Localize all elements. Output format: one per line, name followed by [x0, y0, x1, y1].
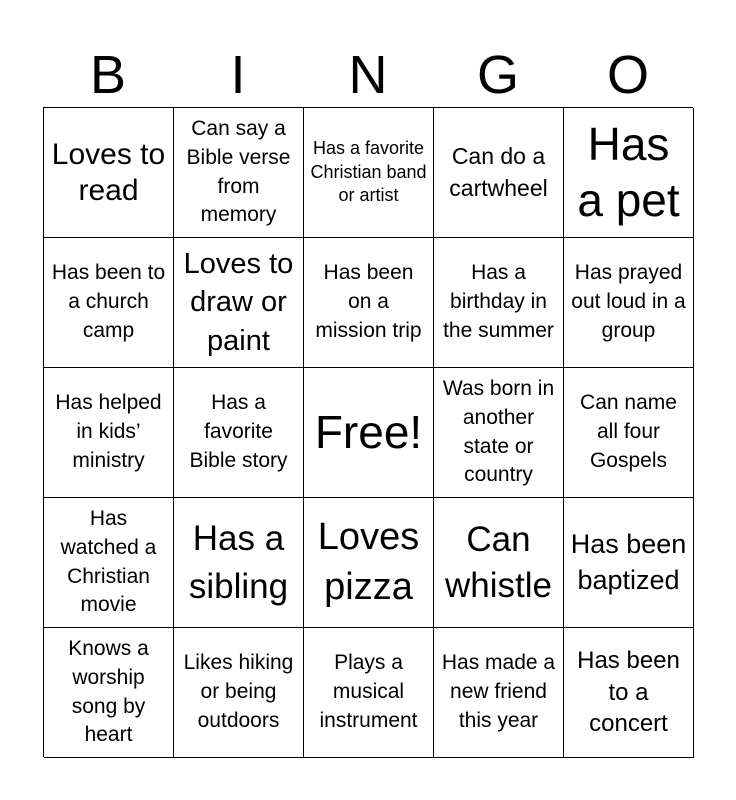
cell-text: Has prayed out loud in a group — [571, 261, 686, 342]
bingo-cell[interactable] — [434, 108, 564, 238]
cell-text: Has been to a church camp — [51, 261, 166, 342]
bingo-cell[interactable] — [304, 108, 434, 238]
bingo-header — [43, 44, 693, 106]
free-space-text: Free! — [314, 405, 423, 458]
cell-text: Plays a musical instrument — [319, 651, 418, 732]
cell-text: Has a birthday in the summer — [443, 261, 554, 342]
bingo-cell[interactable] — [174, 368, 304, 498]
cell-text: Has been on a mission trip — [315, 261, 422, 342]
cell-text: Has been to a concert — [577, 646, 680, 738]
bingo-cell[interactable] — [434, 368, 564, 498]
header-letter-i: I — [230, 45, 246, 105]
header-letter-g: G — [476, 45, 519, 105]
bingo-cell[interactable] — [44, 368, 174, 498]
free-space-cell[interactable] — [304, 368, 434, 498]
bingo-cell[interactable] — [174, 498, 304, 628]
bingo-cell[interactable] — [304, 238, 434, 368]
header-letter-n: N — [348, 45, 388, 105]
bingo-cell[interactable] — [564, 368, 694, 498]
cell-text: Has a sibling — [188, 519, 289, 606]
bingo-cell[interactable] — [564, 628, 694, 758]
cell-text: Likes hiking or being outdoors — [183, 651, 294, 732]
cell-text: Loves pizza — [317, 516, 420, 608]
cell-text: Was born in another state or country — [442, 376, 555, 487]
bingo-cell[interactable] — [44, 628, 174, 758]
cell-text: Has helped in kids’ ministry — [55, 391, 162, 472]
bingo-cell[interactable] — [174, 628, 304, 758]
cell-text: Has a pet — [577, 118, 680, 226]
cell-text: Loves to draw or paint — [183, 248, 294, 357]
cell-text: Has made a new friend this year — [441, 651, 556, 732]
header-letter-o: O — [606, 45, 649, 105]
cell-text: Has a favorite Bible story — [189, 391, 288, 472]
bingo-cell[interactable] — [174, 238, 304, 368]
bingo-cell[interactable] — [44, 238, 174, 368]
cell-text: Loves to read — [51, 137, 166, 207]
cell-text: Has a favorite Christian band or artist — [310, 137, 427, 206]
cell-text: Can name all four Gospels — [580, 391, 677, 472]
bingo-cell[interactable] — [434, 628, 564, 758]
cell-text: Can do a cartwheel — [449, 143, 548, 201]
cell-text: Has watched a Christian movie — [60, 506, 157, 617]
bingo-cell[interactable] — [564, 238, 694, 368]
bingo-cell[interactable] — [304, 498, 434, 628]
cell-text: Knows a worship song by heart — [68, 636, 149, 747]
bingo-cell[interactable] — [564, 108, 694, 238]
cell-text: Has been baptized — [570, 528, 687, 595]
bingo-grid — [43, 107, 693, 757]
bingo-cell[interactable] — [564, 498, 694, 628]
bingo-cell[interactable] — [44, 498, 174, 628]
bingo-cell[interactable] — [434, 238, 564, 368]
cell-text: Can say a Bible verse from memory — [186, 116, 291, 227]
bingo-cell[interactable] — [304, 628, 434, 758]
bingo-cell[interactable] — [174, 108, 304, 238]
bingo-cell[interactable] — [44, 108, 174, 238]
bingo-cell[interactable] — [434, 498, 564, 628]
header-letter-b: B — [89, 45, 127, 105]
cell-text: Can whistle — [445, 520, 552, 605]
